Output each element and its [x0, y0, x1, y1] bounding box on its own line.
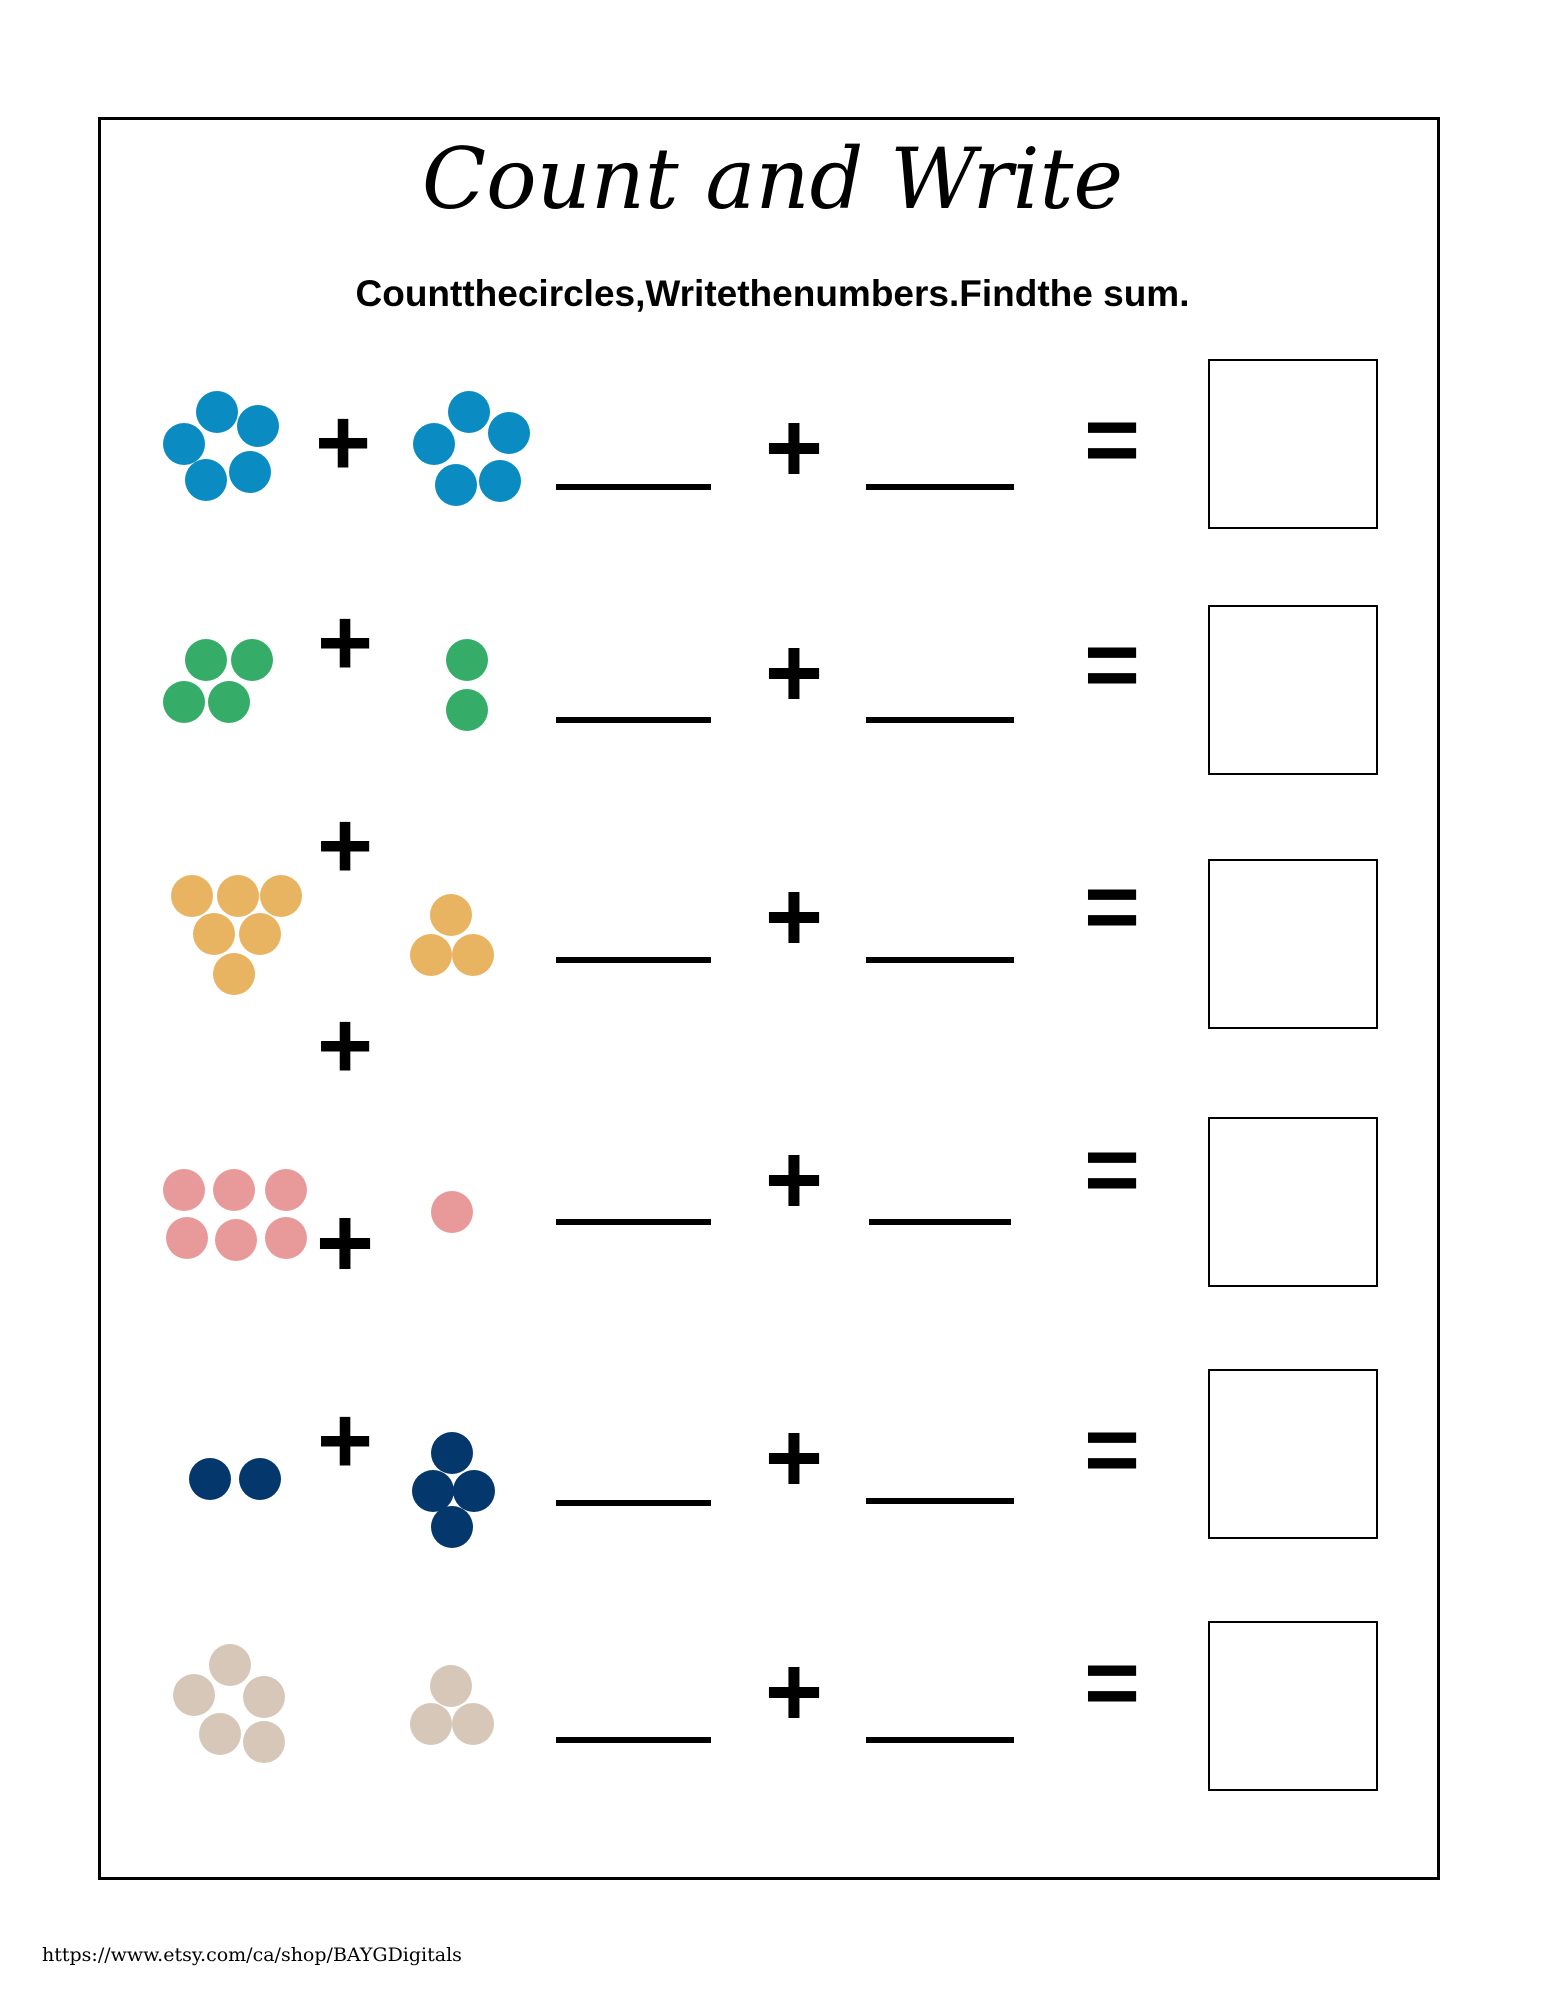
group-plus-sign: +: [316, 589, 374, 696]
left-group-circle: [213, 953, 255, 995]
right-group-circle: [435, 464, 477, 506]
right-group-circle: [453, 1470, 495, 1512]
first-addend-blank[interactable]: [556, 1219, 711, 1225]
first-addend-blank[interactable]: [556, 957, 711, 963]
first-addend-blank[interactable]: [556, 484, 711, 490]
right-group-circle: [410, 1703, 452, 1745]
right-group-circle: [446, 689, 488, 731]
plus-sign: +: [764, 392, 824, 504]
right-group-circle: [431, 1191, 473, 1233]
right-group-circle: [410, 934, 452, 976]
left-group-circle: [217, 875, 259, 917]
plus-sign: +: [764, 617, 824, 729]
first-addend-blank[interactable]: [556, 1500, 711, 1506]
left-group-circle: [189, 1458, 231, 1500]
left-group-circle: [213, 1169, 255, 1211]
left-group-circle: [243, 1721, 285, 1763]
plus-sign: +: [764, 861, 824, 973]
footer-url: https://www.etsy.com/ca/shop/BAYGDigitals: [42, 1944, 462, 1966]
group-plus-sign: +: [316, 792, 374, 899]
right-group-circle: [431, 1432, 473, 1474]
second-addend-blank[interactable]: [866, 484, 1014, 490]
left-group-circle: [239, 1458, 281, 1500]
group-plus-sign: +: [316, 992, 374, 1099]
left-group-circle: [185, 459, 227, 501]
equals-sign: =: [1083, 1116, 1141, 1223]
second-addend-blank[interactable]: [869, 1219, 1011, 1225]
left-group-circle: [209, 1644, 251, 1686]
right-group-circle: [452, 1703, 494, 1745]
group-plus-sign: +: [316, 1387, 374, 1494]
right-group-circle: [413, 423, 455, 465]
equals-sign: =: [1083, 853, 1141, 960]
answer-box[interactable]: [1208, 859, 1378, 1029]
plus-sign: +: [764, 1402, 824, 1514]
group-plus-sign: +: [315, 1187, 375, 1299]
right-group-circle: [430, 1665, 472, 1707]
left-group-circle: [237, 405, 279, 447]
left-group-circle: [260, 875, 302, 917]
left-group-circle: [199, 1713, 241, 1755]
right-group-circle: [446, 639, 488, 681]
first-addend-blank[interactable]: [556, 717, 711, 723]
left-group-circle: [208, 681, 250, 723]
plus-sign: +: [764, 1124, 824, 1236]
left-group-circle: [265, 1217, 307, 1259]
left-group-circle: [265, 1169, 307, 1211]
page-title: Count and Write: [421, 130, 1124, 228]
left-group-circle: [229, 451, 271, 493]
answer-box[interactable]: [1208, 1117, 1378, 1287]
group-plus-sign: +: [314, 389, 372, 496]
equals-sign: =: [1083, 386, 1141, 493]
answer-box[interactable]: [1208, 1621, 1378, 1791]
right-group-circle: [431, 1506, 473, 1548]
right-group-circle: [448, 391, 490, 433]
instructions-text: Countthecircles,Writethenumbers.Findthe sum.: [355, 273, 1190, 314]
left-group-circle: [163, 1169, 205, 1211]
answer-box[interactable]: [1208, 359, 1378, 529]
left-group-circle: [196, 391, 238, 433]
right-group-circle: [488, 412, 530, 454]
equals-sign: =: [1083, 1396, 1141, 1503]
plus-sign: +: [764, 1636, 824, 1748]
right-group-circle: [430, 894, 472, 936]
right-group-circle: [479, 460, 521, 502]
left-group-circle: [185, 639, 227, 681]
right-group-circle: [452, 934, 494, 976]
first-addend-blank[interactable]: [556, 1737, 711, 1743]
left-group-circle: [243, 1676, 285, 1718]
answer-box[interactable]: [1208, 1369, 1378, 1539]
second-addend-blank[interactable]: [866, 1737, 1014, 1743]
second-addend-blank[interactable]: [866, 1498, 1014, 1504]
answer-box[interactable]: [1208, 605, 1378, 775]
left-group-circle: [231, 639, 273, 681]
left-group-circle: [171, 875, 213, 917]
second-addend-blank[interactable]: [866, 717, 1014, 723]
left-group-circle: [173, 1674, 215, 1716]
left-group-circle: [163, 681, 205, 723]
equals-sign: =: [1083, 611, 1141, 718]
left-group-circle: [163, 423, 205, 465]
equals-sign: =: [1083, 1629, 1141, 1736]
left-group-circle: [215, 1219, 257, 1261]
left-group-circle: [239, 913, 281, 955]
second-addend-blank[interactable]: [866, 957, 1014, 963]
left-group-circle: [193, 913, 235, 955]
left-group-circle: [166, 1217, 208, 1259]
